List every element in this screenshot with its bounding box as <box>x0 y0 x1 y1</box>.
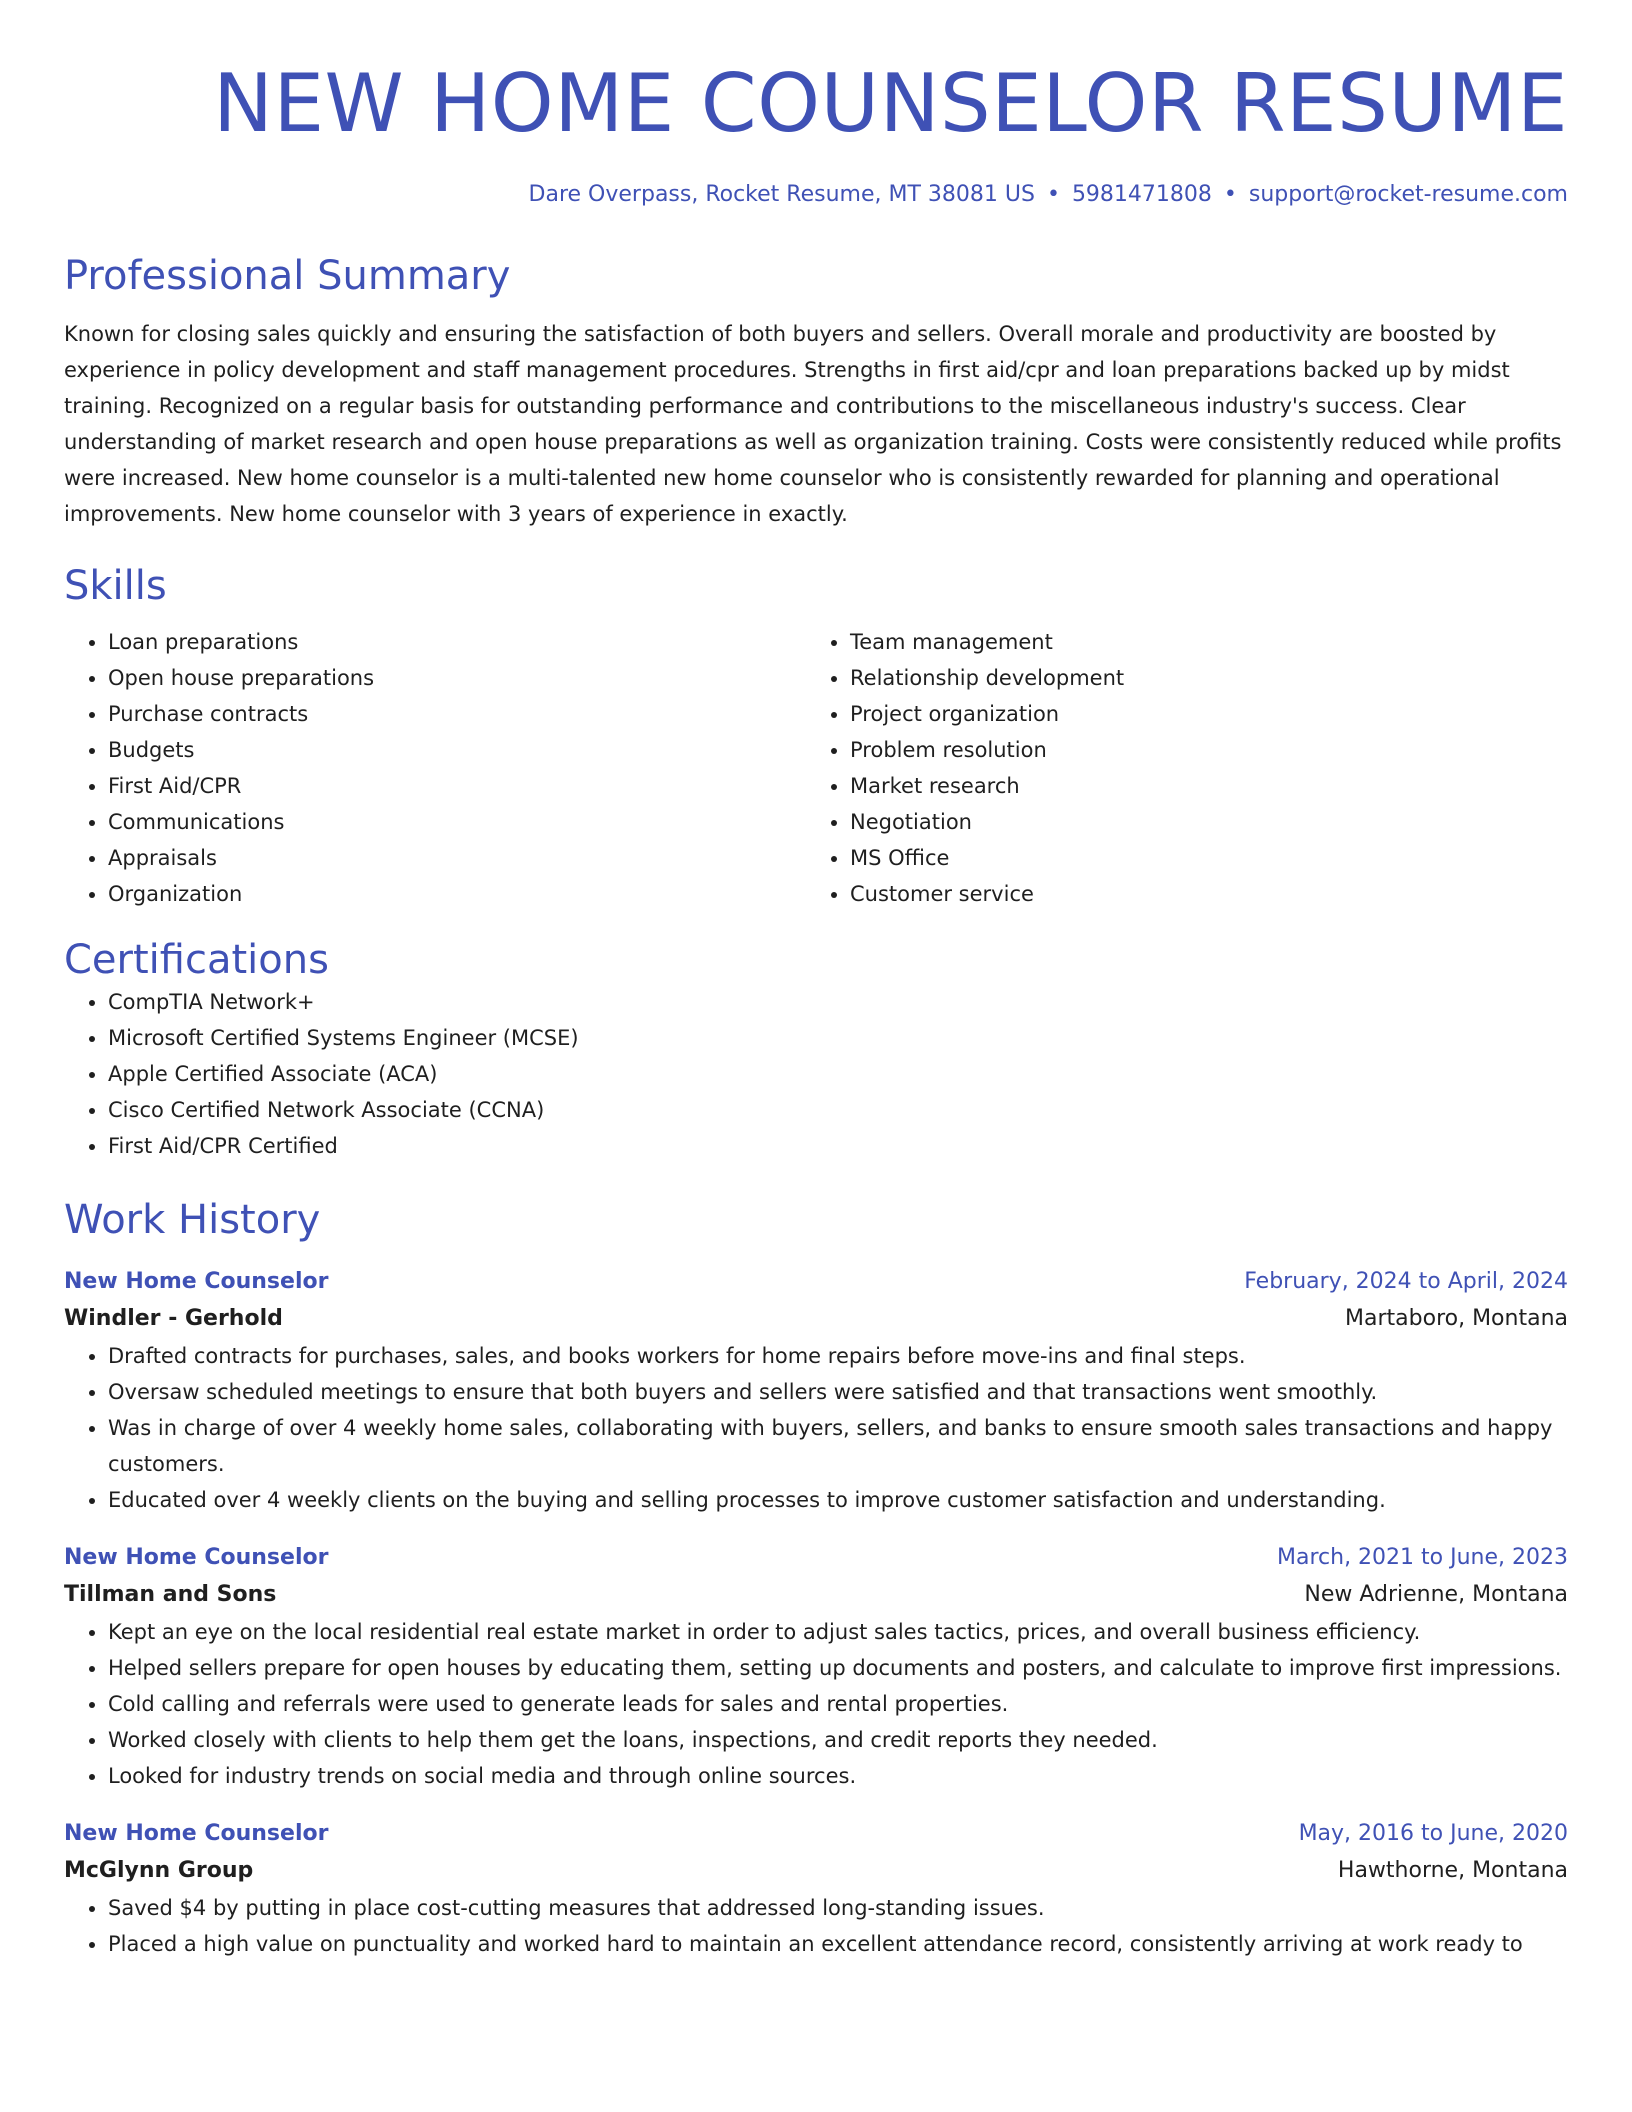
contact-phone: 5981471808 <box>1071 182 1212 207</box>
job-company: McGlynn Group <box>64 1858 254 1883</box>
skill-item: • Relationship development <box>850 660 1548 696</box>
skill-item: • Loan preparations <box>108 624 806 660</box>
skill-item: • Negotiation <box>850 804 1548 840</box>
certifications-heading: Certifications <box>64 937 329 983</box>
skill-item: • Customer service <box>850 876 1548 912</box>
skill-item: • Team management <box>850 624 1548 660</box>
job-bullet: • Educated over 4 weekly clients on the buying and selling processes to improve customer satisfaction and understanding. <box>108 1482 1568 1518</box>
job-role: New Home Counselor <box>64 1545 329 1570</box>
skills-column-left <box>64 624 806 912</box>
contact-separator: • <box>1223 182 1237 207</box>
job-company: Tillman and Sons <box>64 1582 277 1607</box>
skills-column-right <box>806 624 1548 912</box>
job-role: New Home Counselor <box>64 1821 329 1846</box>
contact-address: Dare Overpass, Rocket Resume, MT 38081 US <box>528 182 1035 207</box>
certification-item: • Cisco Certified Network Associate (CCNA) <box>108 1092 1568 1128</box>
job-bullet: • Cold calling and referrals were used to generate leads for sales and rental properties. <box>108 1686 1568 1722</box>
resume-title: NEW HOME COUNSELOR RESUME <box>213 57 1568 150</box>
skill-item: • Appraisals <box>108 840 806 876</box>
job-location: New Adrienne, Montana <box>1304 1582 1568 1607</box>
job-location: Martaboro, Montana <box>1345 1306 1568 1331</box>
job-role: New Home Counselor <box>64 1269 329 1294</box>
job-entry <box>64 1540 1568 1794</box>
skill-item: • Organization <box>108 876 806 912</box>
certifications-list <box>64 984 1568 1164</box>
skill-item: • Problem resolution <box>850 732 1548 768</box>
certification-item: • First Aid/CPR Certified <box>108 1128 1568 1164</box>
skills-heading: Skills <box>64 563 167 609</box>
certification-item: • Apple Certified Associate (ACA) <box>108 1056 1568 1092</box>
job-bullet: • Kept an eye on the local residential real estate market in order to adjust sales tactics, prices, and overall business efficiency. <box>108 1614 1568 1650</box>
job-bullets <box>64 1338 1568 1518</box>
job-bullet: • Oversaw scheduled meetings to ensure that both buyers and sellers were satisfied and that transactions went smoothly. <box>108 1374 1568 1410</box>
job-location: Hawthorne, Montana <box>1337 1858 1568 1883</box>
resume-header <box>64 56 1568 210</box>
skill-item: • Budgets <box>108 732 806 768</box>
certification-item: • Microsoft Certified Systems Engineer (MCSE) <box>108 1020 1568 1056</box>
job-company: Windler - Gerhold <box>64 1306 283 1331</box>
job-entry <box>64 1264 1568 1518</box>
skill-item: • Open house preparations <box>108 660 806 696</box>
job-bullet: • Worked closely with clients to help them get the loans, inspections, and credit reports they needed. <box>108 1722 1568 1758</box>
job-bullet: • Helped sellers prepare for open houses by educating them, setting up documents and posters, and calculate to improve first impressions. <box>108 1650 1568 1686</box>
skill-item: • Project organization <box>850 696 1548 732</box>
certification-item: • CompTIA Network+ <box>108 984 1568 1020</box>
summary-text: Known for closing sales quickly and ensuring the satisfaction of both buyers and sellers. Overall morale and productivity are boosted by experience in policy development and staff management procedures. Strengths in first aid/cpr and loan preparations backed up by midst training. Recognized on a regular basis for outstanding performance and contributions to the miscellaneous industry's success. Clear understanding of market research and open house preparations as well as organization training. Costs were consistently reduced while profits were increased. New home counselor is a multi-talented new home counselor who is consistently rewarded for planning and operational improvements. New home counselor with 3 years of experience in exactly. <box>64 322 1562 526</box>
contact-email: support@rocket-resume.com <box>1248 182 1568 207</box>
job-dates: February, 2024 to April, 2024 <box>1244 1269 1568 1294</box>
skill-item: • First Aid/CPR <box>108 768 806 804</box>
skill-item: • MS Office <box>850 840 1548 876</box>
job-bullet: • Drafted contracts for purchases, sales, and books workers for home repairs before move-ins and final steps. <box>108 1338 1568 1374</box>
job-bullet: • Placed a high value on punctuality and worked hard to maintain an excellent attendance record, consistently arriving at work ready to <box>108 1926 1568 1962</box>
job-bullet: • Looked for industry trends on social media and through online sources. <box>108 1758 1568 1794</box>
work-history-heading: Work History <box>64 1197 321 1243</box>
skill-item: • Market research <box>850 768 1548 804</box>
contact-line <box>64 180 1568 210</box>
skills-grid <box>64 624 1568 912</box>
contact-separator: • <box>1046 182 1060 207</box>
job-bullets <box>64 1614 1568 1794</box>
skill-item: • Communications <box>108 804 806 840</box>
job-bullet: • Saved $4 by putting in place cost-cutting measures that addressed long-standing issues. <box>108 1890 1568 1926</box>
skill-item: • Purchase contracts <box>108 696 806 732</box>
job-dates: May, 2016 to June, 2020 <box>1298 1821 1568 1846</box>
job-bullet: • Was in charge of over 4 weekly home sales, collaborating with buyers, sellers, and banks to ensure smooth sales transactions and happy customers. <box>108 1410 1568 1482</box>
job-dates: March, 2021 to June, 2023 <box>1277 1545 1568 1570</box>
job-entry <box>64 1816 1568 1962</box>
summary-heading: Professional Summary <box>64 253 511 299</box>
job-bullets <box>64 1890 1568 1962</box>
